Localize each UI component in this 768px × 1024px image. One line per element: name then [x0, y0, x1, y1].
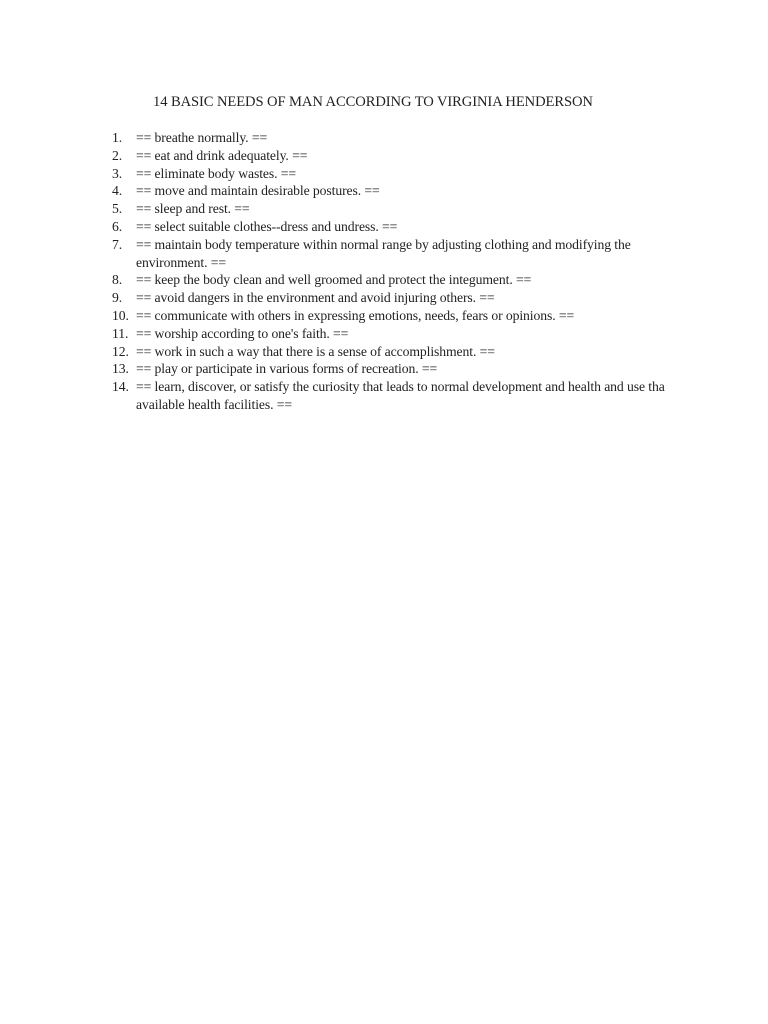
list-item-text: == maintain body temperature within normal range by adjusting clothing and modifying the environment. == — [136, 236, 631, 270]
list-item-number: 6. — [112, 218, 123, 234]
list-item-number: 5. — [112, 201, 123, 217]
list-item — [112, 182, 682, 200]
list-item — [112, 360, 682, 378]
needs-list — [112, 129, 682, 414]
list-item-number: 2. — [112, 147, 123, 163]
list-item-number: 9. — [112, 290, 123, 306]
list-item — [112, 200, 682, 218]
list-item-number: 11. — [112, 325, 129, 341]
list-item-text: == breathe normally. == — [136, 130, 268, 145]
list-item — [112, 218, 682, 236]
list-item-text: == play or participate in various forms of recreation. == — [136, 361, 438, 377]
list-item-number: 8. — [112, 272, 123, 288]
list-item-text: == keep the body clean and well groomed and protect the integument. == — [136, 272, 532, 288]
document-title: 14 BASIC NEEDS OF MAN ACCORDING TO VIRGINIA HENDERSON — [153, 94, 593, 110]
list-item — [112, 236, 682, 272]
list-item-number: 10. — [112, 307, 129, 323]
list-item-text: == worship according to one's faith. == — [136, 325, 349, 341]
list-item — [112, 147, 682, 165]
list-item-number: 13. — [112, 361, 129, 377]
list-item-number: 1. — [112, 130, 123, 145]
list-item — [112, 271, 682, 289]
list-item-text: == eliminate body wastes. == — [136, 165, 296, 181]
list-item-number: 12. — [112, 343, 129, 359]
list-item — [112, 378, 682, 414]
list-item — [112, 307, 682, 325]
list-item-number: 7. — [112, 236, 123, 252]
list-item-text: == sleep and rest. == — [136, 201, 250, 217]
list-item-number: 4. — [112, 183, 123, 199]
list-item-text: == learn, discover, or satisfy the curiosity that leads to normal development and health and use tha available health facilities. == — [136, 379, 665, 412]
list-item-text: == select suitable clothes--dress and undress. == — [136, 218, 398, 234]
list-item — [112, 343, 682, 361]
list-item — [112, 325, 682, 343]
list-item — [112, 165, 682, 183]
list-item — [112, 129, 682, 147]
list-item-text: == communicate with others in expressing emotions, needs, fears or opinions. == — [136, 307, 575, 323]
list-item-number: 3. — [112, 165, 123, 181]
list-item — [112, 289, 682, 307]
list-item-text: == eat and drink adequately. == — [136, 147, 308, 163]
list-item-number: 14. — [112, 379, 129, 395]
list-item-text: == move and maintain desirable postures. == — [136, 183, 380, 199]
list-item-text: == avoid dangers in the environment and avoid injuring others. == — [136, 290, 495, 306]
list-item-text: == work in such a way that there is a sense of accomplishment. == — [136, 343, 495, 359]
